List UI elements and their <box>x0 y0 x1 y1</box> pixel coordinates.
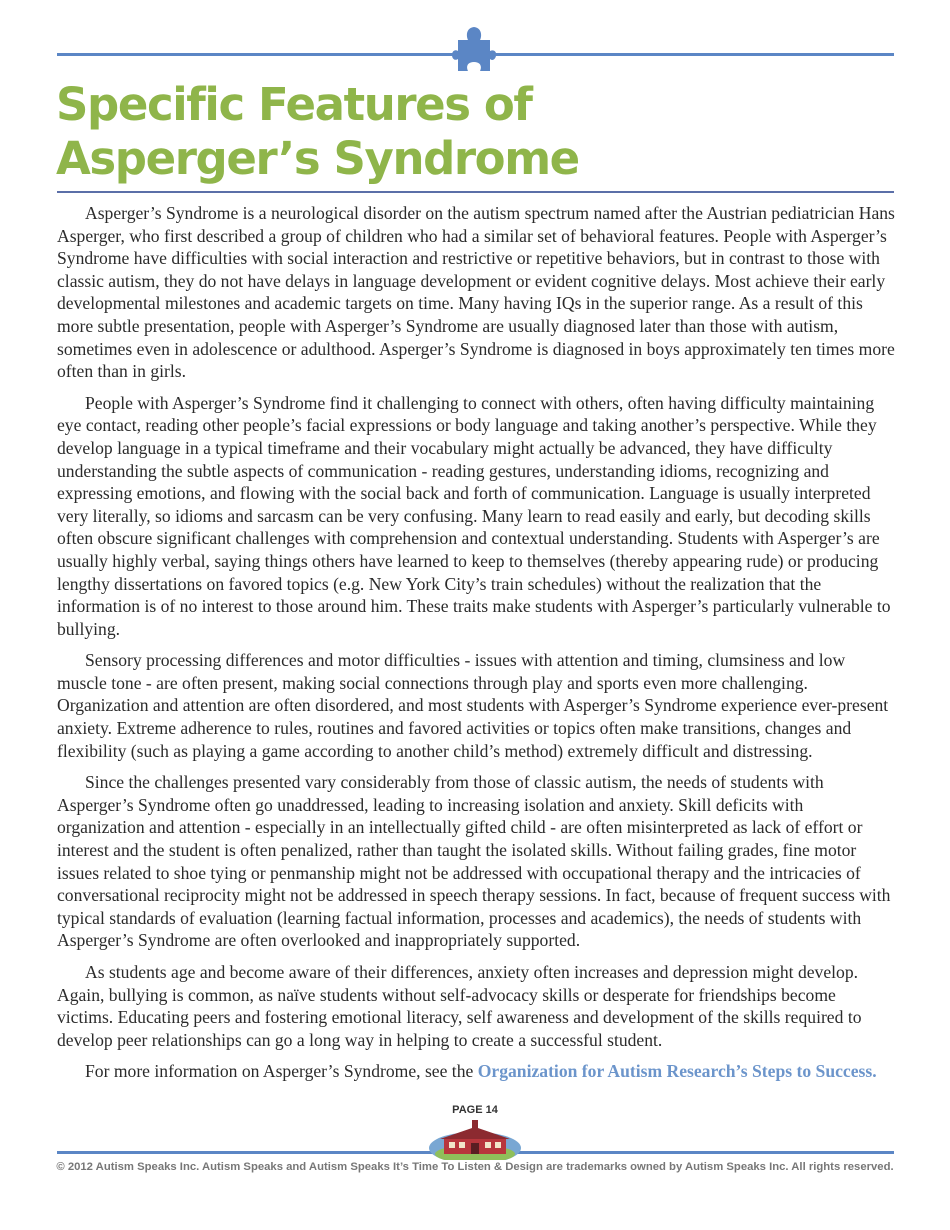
more-info-text: For more information on Asperger’s Syndrome, see the <box>85 1061 478 1082</box>
page-number: PAGE 14 <box>452 1104 498 1116</box>
article-body <box>57 202 895 1092</box>
page-title <box>56 78 579 186</box>
puzzle-piece-icon <box>452 24 496 78</box>
title-divider <box>57 191 894 193</box>
paragraph-3: Sensory processing differences and motor difficulties - issues with attention and timing, clumsiness and low muscle tone - are often present, making social connections through play and sports even more challenging. Organization and attention are often disordered, and most students with Asperger’s Syndrome experience ever-present anxiety. Extreme adherence to rules, routines and favored activities or topics often make transitions, changes and flexibility (such as playing a game according to another child’s method) extremely difficult and distressing. <box>57 650 889 761</box>
paragraph-1: Asperger’s Syndrome is a neurological disorder on the autism spectrum named after the Austrian pediatrician Hans Asperger, who first described a group of children who had a similar set of behavioral features. People with Asperger’s Syndrome have difficulties with social interaction and restrictive or repetitive behaviors, but in contrast to those with classic autism, they do not have delays in language development or evident cognitive delays. Most achieve their early developmental milestones and academic targets on time. Many having IQs in the superior range. As a result of this more subtle presentation, people with Asperger’s Syndrome are usually diagnosed later than those with autism, sometimes even in adolescence or adulthood. Asperger’s Syndrome is diagnosed in boys approximately ten times more often than in girls. <box>57 203 895 382</box>
schoolhouse-logo-icon <box>428 1118 522 1160</box>
paragraph-5: As students age and become aware of their differences, anxiety often increases and depression might develop. Again, bullying is common, as naïve students without self-advocacy skills or desperate for friendships become victims. Educating peers and fostering emotional literacy, self awareness and development of the skills required to develop peer relationships can go a long way in helping to create a successful student. <box>57 962 862 1050</box>
paragraph-4: Since the challenges presented vary considerably from those of classic autism, the needs of students with Asperger’s Syndrome often go unaddressed, leading to increasing isolation and anxiety. Skill deficits with organization and attention - especially in an intellectually gifted child - are often misinterpreted as lack of effort or interest and the student is often penalized, rather than taught the isolated skills. Without failing grades, fine motor issues related to shoe tying or penmanship might not be addressed with occupational therapy and the intricacies of conversational reciprocity might not be addressed in speech therapy sessions. In fact, because of frequent success with typical standards of evaluation (learning factual information, processes and academics), the needs of students with Asperger’s Syndrome are often overlooked and inappropriately supported. <box>57 772 891 951</box>
steps-to-success-link[interactable]: Organization for Autism Research’s Steps to Success. <box>477 1061 877 1082</box>
title-line-1: Specific Features of <box>56 78 532 131</box>
copyright-notice: © 2012 Autism Speaks Inc. Autism Speaks and Autism Speaks It’s Time To Listen & Design are trademarks owned by Autism Speaks Inc. All rights reserved. <box>56 1161 894 1173</box>
title-line-2: Asperger’s Syndrome <box>56 132 579 185</box>
paragraph-2: People with Asperger’s Syndrome find it challenging to connect with others, often having difficulty maintaining eye contact, reading other people’s facial expressions or body language and taking another’s perspective. While they develop language in a typical timeframe and their vocabulary might actually be advanced, they have difficulty understanding the subtle aspects of communication - reading gestures, understanding idioms, recognizing and expressing emotions, and flowing with the social back and forth of communication. Language is usually interpreted very literally, so idioms and sarcasm can be very confusing. Many learn to read easily and early, but decoding skills often obscure significant challenges with comprehension and contextual understanding. Students with Asperger’s are usually highly verbal, saying things others have learned to keep to themselves (thereby appearing rude) or producing lengthy dissertations on favored topics (e.g. New York City’s train schedules) without the realization that the information is of no interest to those around him. These traits make students with Asperger’s particularly vulnerable to bullying. <box>57 392 891 639</box>
more-info-paragraph <box>57 1060 895 1083</box>
